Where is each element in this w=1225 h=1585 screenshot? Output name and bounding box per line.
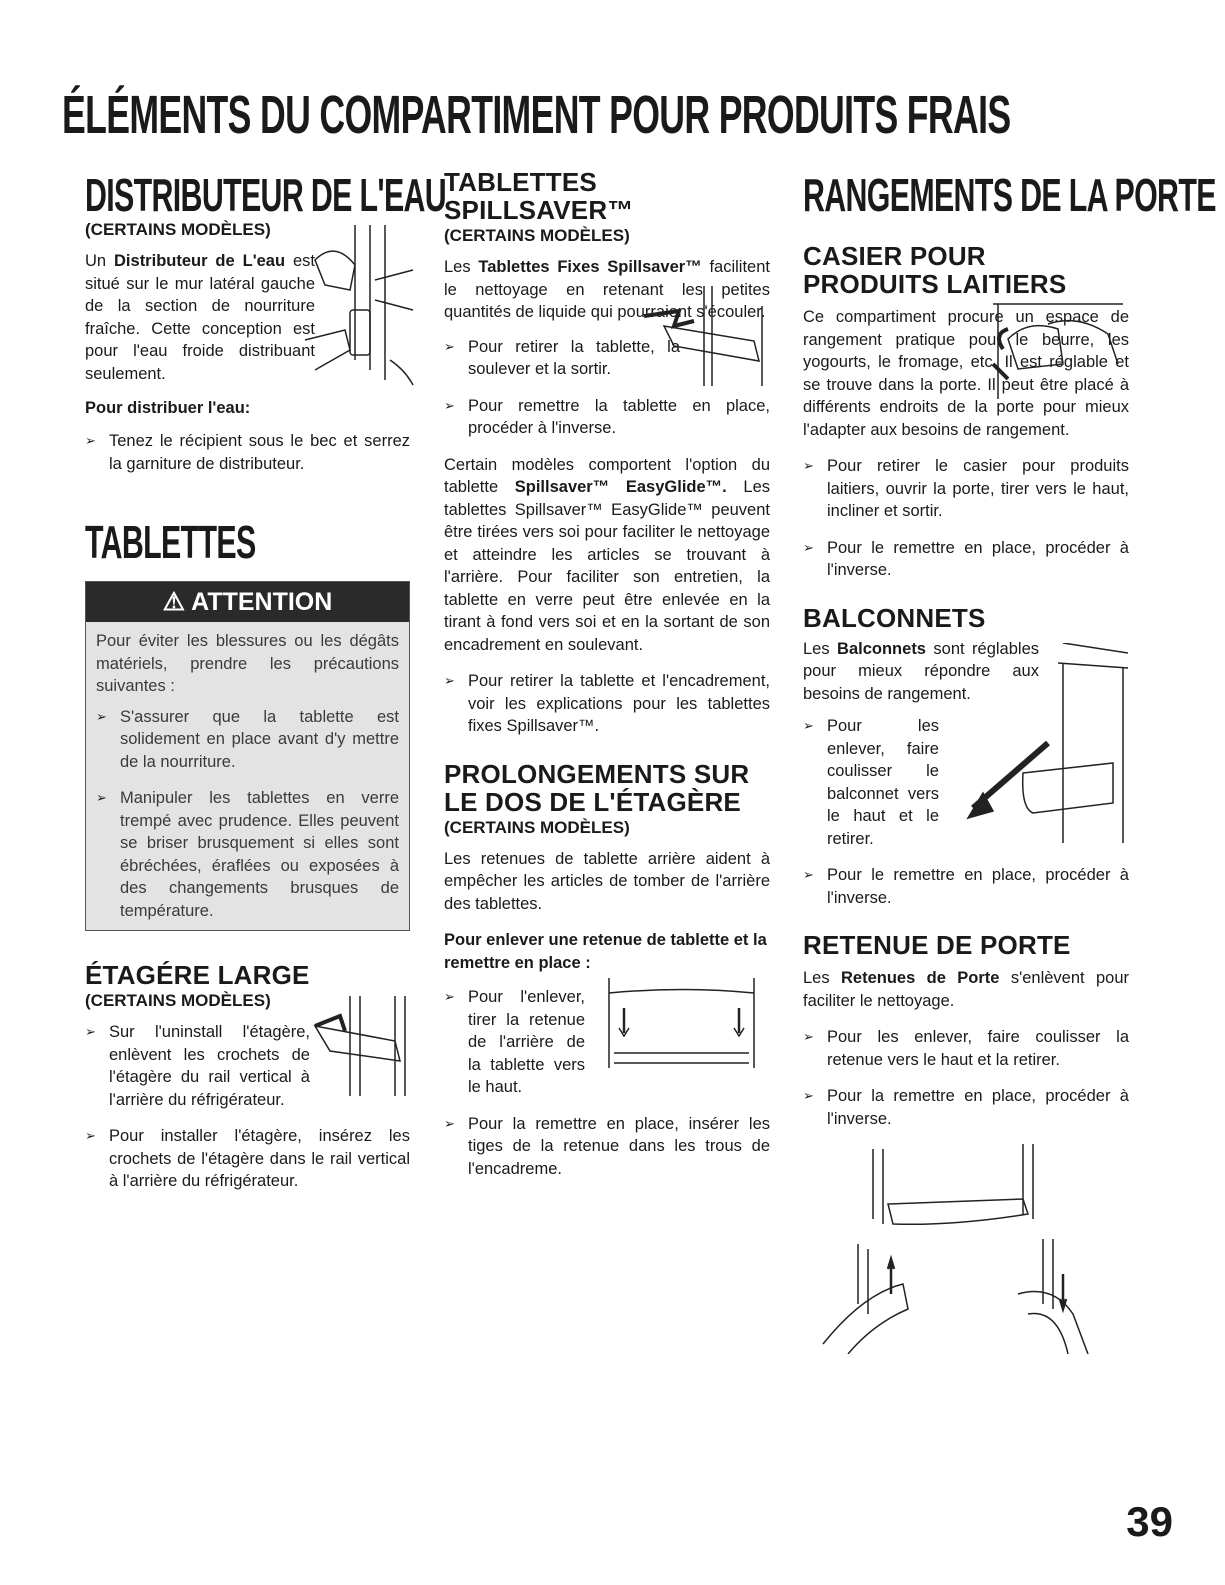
dairy-heading: CASIER POUR PRODUITS LAITIERS: [803, 241, 1067, 299]
list-item: ➢ Pour installer l'étagère, insérez les crochets de l'étagère dans le rail vertical à l'arrière du réfrigérateur.: [85, 1125, 410, 1193]
water-dispenser-heading: DISTRIBUTEUR DE L'EAU: [85, 169, 447, 221]
column-left: [85, 168, 447, 1207]
extensions-heading: PROLONGEMENTS SUR LE DOS DE L'ÉTAGÈRE: [444, 758, 750, 817]
retainer-heading: RETENUE DE PORTE: [803, 930, 1071, 960]
water-dispenser-illustration: [295, 220, 415, 395]
extensions-howto: Pour enlever une retenue de tablette et la remettre en place :: [444, 931, 767, 972]
list-item: ➢ Pour retirer la tablette, la soulever et la sortir.: [444, 336, 770, 381]
list-item: ➢ Pour la remettre en place, insérer les tiges de la retenue dans les trous de l'encadreme.: [444, 1113, 770, 1181]
bins-text: Les Balconnets sont réglables pour mieux répondre aux besoins de rangement.: [803, 639, 1039, 703]
dairy-compartment-illustration: [988, 294, 1128, 404]
list-item: ➢ Pour le remettre en place, procéder à l'inverse.: [803, 537, 1129, 582]
page-number: 39: [1126, 1498, 1173, 1545]
attention-box: [85, 581, 410, 931]
list-item: ➢ Tenez le récipient sous le bec et serrez la garniture de distributeur.: [85, 430, 410, 475]
spillsaver-heading: TABLETTES SPILLSAVER™: [444, 167, 634, 225]
list-item: ➢ Pour remettre la tablette en place, procéder à l'inverse.: [444, 395, 770, 440]
door-retainer-illustrations: [803, 1144, 1129, 1354]
easyglide-text: Certain modèles comportent l'option du tablette Spillsaver™ EasyGlide™. Les tablettes Spillsaver™ EasyGlide™ peuvent être tirées vers soi pour faciliter le nettoyage et atteindre les articles se trouvant à l'arrière. Pour faciliter son entretien, la tablette en verre peut être enlevée en la tirant à fond vers soi et en la sortant de son encadrement en soulevant.: [444, 455, 770, 654]
door-bin-illustration: [953, 643, 1128, 843]
water-bullets: [85, 430, 410, 475]
spillsaver-models: (CERTAINS MODÈLES): [444, 226, 630, 245]
list-item: ➢ Pour l'enlever, tirer la retenue de l'arrière de la tablette vers le haut.: [444, 986, 770, 1099]
list-item: ➢ S'assurer que la tablette est solidement en place avant d'y mettre de la nourriture.: [96, 706, 399, 774]
list-item: ➢ Pour retirer la tablette et l'encadrement, voir les explications pour les tablettes fixes Spillsaver™.: [444, 670, 770, 738]
page-title: ÉLÉMENTS DU COMPARTIMENT POUR PRODUITS FRAIS: [62, 85, 1011, 146]
dairy-text: Ce compartiment procure un espace de rangement pratique pour le beurre, les yogourts, le fromage, etc. Il est réglable et se trouve dans la porte. Il peut être placé à différents endroits de la porte pour mieux l'adapter aux besoins de rangement.: [803, 308, 1129, 439]
extensions-models: (CERTAINS MODÈLES): [444, 817, 630, 837]
attention-header: ⚠ ATTENTION: [86, 582, 409, 622]
large-shelf-illustration: [310, 996, 410, 1106]
retainer-illustration: [594, 978, 769, 1073]
spillsaver-text: Les Tablettes Fixes Spillsaver™ facilitent le nettoyage en retenant les petites quantités de liquide qui pourraient s'écouler.: [444, 258, 770, 321]
list-item: ➢ Pour les enlever, faire coulisser la retenue vers le haut et la retirer.: [803, 1026, 1129, 1071]
list-item: ➢ Sur l'uninstall l'étagère, enlèvent les crochets de l'étagère du rail vertical à l'arrière du réfrigérateur.: [85, 1021, 410, 1111]
water-howto: Pour distribuer l'eau:: [85, 399, 251, 417]
list-item: ➢ Pour la remettre en place, procéder à l'inverse.: [803, 1085, 1129, 1130]
column-right: [803, 168, 1216, 1354]
attention-intro: Pour éviter les blessures ou les dégâts matériels, prendre les précautions suivantes :: [96, 632, 399, 695]
water-dispenser-text: Un Distributeur de L'eau est situé sur le mur latéral gauche de la section de nourriture fraîche. Cette conception est pour l'eau froide distribuant seulement.: [85, 252, 315, 383]
large-shelf-models: (CERTAINS MODÈLES): [85, 991, 271, 1010]
list-item: ➢ Pour retirer le casier pour produits laitiers, ouvrir la porte, tirer vers le haut, incliner et sortir.: [803, 455, 1129, 523]
door-storage-heading: RANGEMENTS DE LA PORTE: [803, 169, 1216, 221]
shelves-heading: TABLETTES: [85, 516, 256, 568]
bins-heading: BALCONNETS: [803, 602, 986, 633]
water-dispenser-models: (CERTAINS MODÈLES): [85, 220, 271, 239]
list-item: ➢ Pour le remettre en place, procéder à l'inverse.: [803, 864, 1129, 909]
list-item: ➢ Manipuler les tablettes en verre trempé avec prudence. Elles peuvent se briser brusquement si elles sont ébréchées, éraflées ou exposées à des changements brusques de température.: [96, 787, 399, 922]
retainer-text: Les Retenues de Porte s'enlèvent pour faciliter le nettoyage.: [803, 969, 1129, 1010]
column-middle: [444, 168, 770, 1194]
extensions-text: Les retenues de tablette arrière aident à empêcher les articles de tomber de l'arrière des tablettes.: [444, 849, 770, 913]
large-shelf-heading: ÉTAGÉRE LARGE: [85, 960, 310, 990]
warning-icon: ⚠: [162, 588, 186, 616]
list-item: ➢ Pour les enlever, faire coulisser le balconnet vers le haut et le retirer.: [803, 715, 1129, 850]
